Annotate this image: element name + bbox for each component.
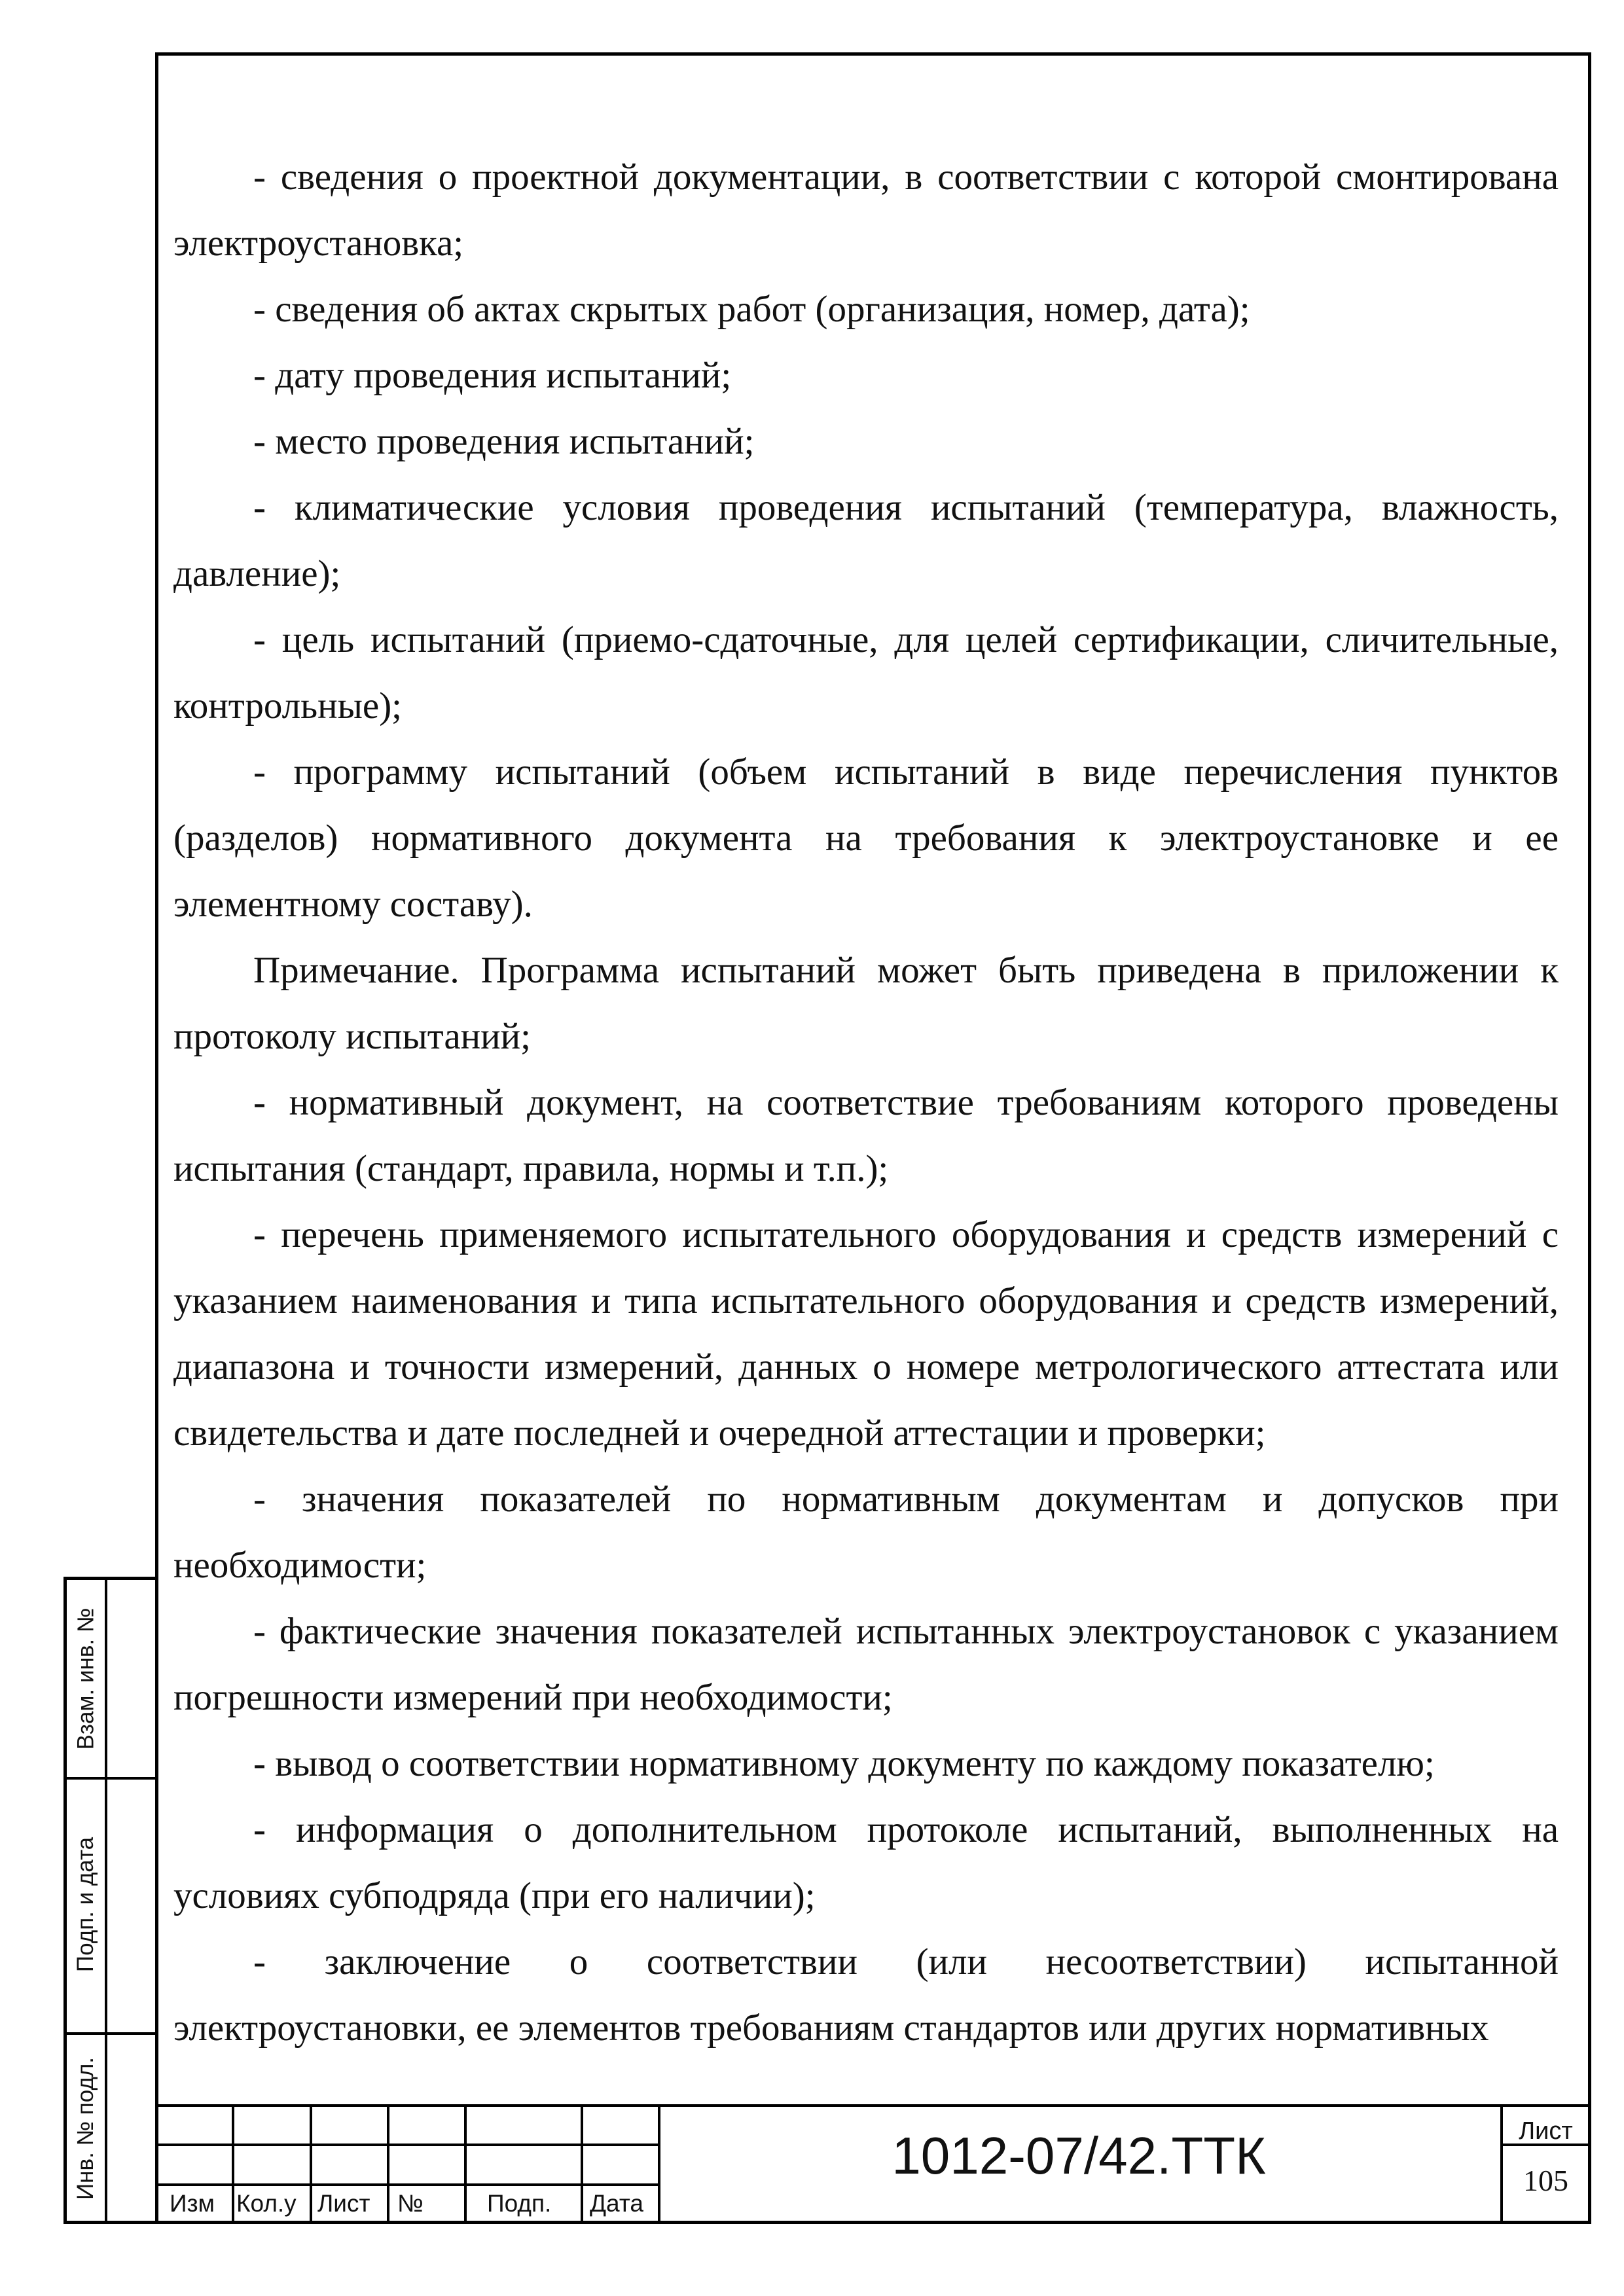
paragraph: - программу испытаний (объем испытаний в виде перечисления пунктов (разделов) нормативного документа на требования к электроустановке и ее элементному составу). — [173, 751, 1559, 925]
title-block-line — [464, 2104, 467, 2224]
stamp-label-replacement-inv: Взам. инв. № — [73, 1607, 98, 1749]
column-label-num: № — [397, 2190, 424, 2217]
stamp-label-sign-date: Подп. и дата — [73, 1837, 99, 1973]
column-label-kol: Кол.у — [236, 2190, 297, 2217]
paragraph: - климатические условия проведения испытаний (температура, влажность, давление); — [173, 487, 1559, 594]
paragraph: - фактические значения показателей испытанных электроустановок с указанием погрешности измерений при необходимости; — [173, 1611, 1559, 1718]
note-paragraph: Примечание. Программа испытаний может быть приведена в приложении к протоколу испытаний; — [173, 950, 1559, 1057]
paragraph: - место проведения испытаний; — [253, 421, 755, 462]
paragraph: - заключение о соответствии (или несоответствии) испытанной электроустановки, ее элементов требованиям стандартов или других нормативных — [173, 1941, 1559, 2049]
title-block-line — [232, 2104, 234, 2224]
paragraph: - цель испытаний (приемо-сдаточные, для целей сертификации, сличительные, контрольные); — [173, 619, 1559, 726]
title-block-line — [387, 2104, 389, 2224]
paragraph: - информация о дополнительном протоколе испытаний, выполненных на условиях субподряда (при его наличии); — [173, 1809, 1559, 1916]
sheet-label: Лист — [1519, 2117, 1573, 2145]
sheet-number: 105 — [1523, 2164, 1568, 2197]
column-label-podp: Подп. — [487, 2190, 552, 2217]
paragraph: - перечень применяемого испытательного оборудования и средств измерений с указанием наименования и типа испытательного оборудования и средств измерений, диапазона и точности измерений, данных о номере метрологического аттестата или свидетельства и дате последней и очередной аттестации и проверки; — [173, 1214, 1559, 1454]
paragraph: - сведения об актах скрытых работ (организация, номер, дата); — [253, 289, 1250, 330]
title-block-line — [581, 2104, 583, 2224]
paragraph: - вывод о соответствии нормативному документу по каждому показателю; — [253, 1743, 1435, 1784]
column-label-list: Лист — [317, 2190, 370, 2217]
document-body — [173, 144, 1559, 2061]
stamp-label-original-inv: Инв. № подл. — [73, 2056, 99, 2200]
column-label-izm: Изм — [170, 2190, 215, 2217]
paragraph: - дату проведения испытаний; — [253, 355, 732, 396]
title-block-line — [155, 2104, 1591, 2107]
paragraph: - значения показателей по нормативным документам и допусков при необходимости; — [173, 1479, 1559, 1586]
side-stamp-divider — [105, 1580, 107, 2221]
title-block-line — [310, 2104, 312, 2224]
side-stamp — [63, 1577, 155, 2224]
paragraph: - сведения о проектной документации, в соответствии с которой смонтирована электроустановка; — [173, 156, 1559, 264]
column-label-data: Дата — [590, 2190, 643, 2217]
document-code: 1012-07/42.ТТК — [892, 2126, 1266, 2185]
paragraph: - нормативный документ, на соответствие требованиям которого проведены испытания (стандарт, правила, нормы и т.п.); — [173, 1082, 1559, 1189]
